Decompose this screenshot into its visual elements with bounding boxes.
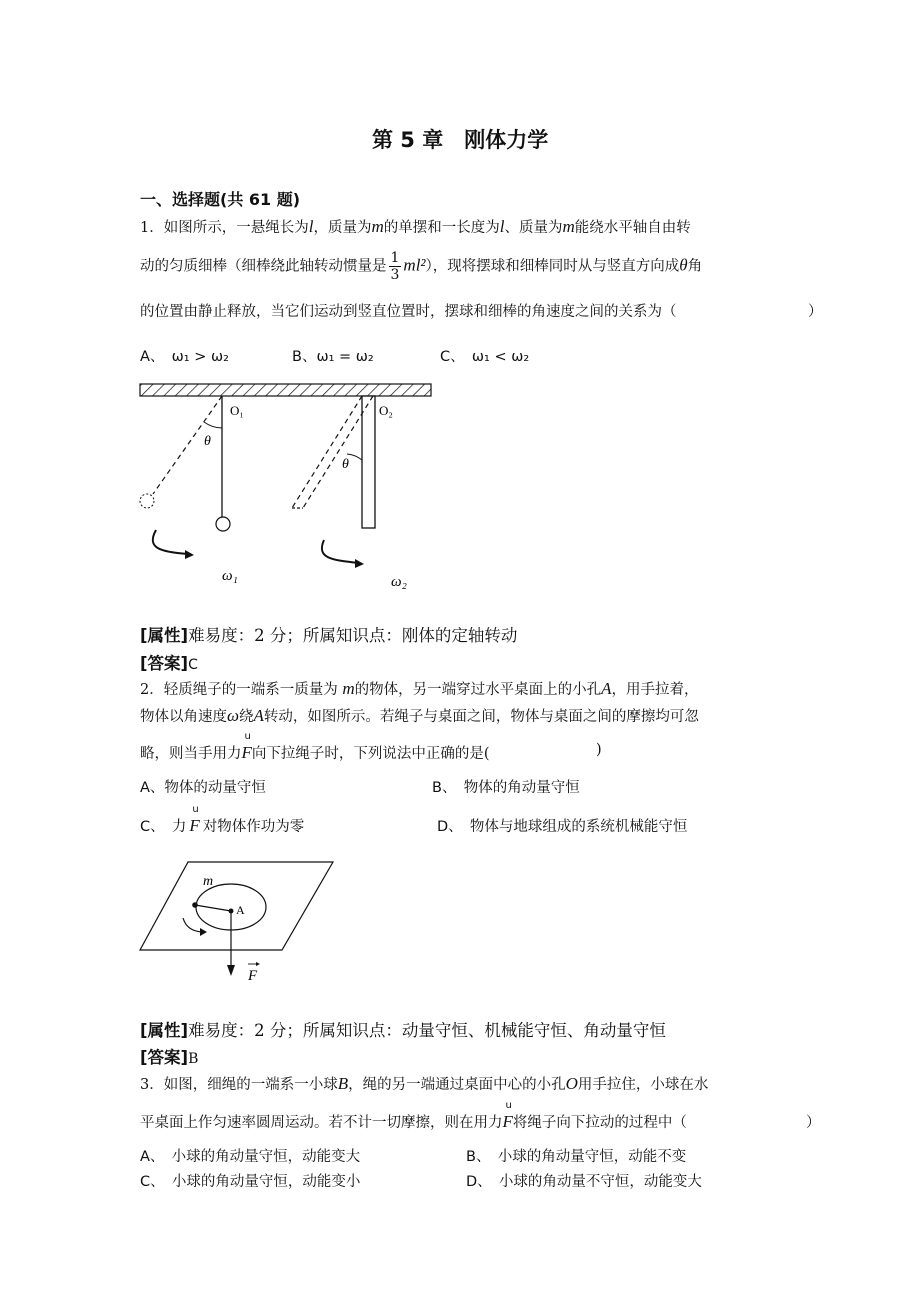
ceiling-support [140,384,431,396]
q1-answer: [答案]C [140,654,198,673]
mass-dot [192,902,198,908]
pivot-label-o1: O₁ [230,403,244,418]
q1-option-a[interactable]: A、 ω₁ > ω₂ [140,349,229,365]
q3-option-d[interactable]: D、 小球的角动量不守恒，动能变大 [466,1174,702,1190]
pivot-label-o2: O₂ [379,403,393,418]
q3-option-a[interactable]: A、 小球的角动量守恒，动能变大 [140,1149,361,1165]
q1-attributes: [属性]难易度：2 分；所属知识点：刚体的定轴转动 [140,626,518,645]
q1-option-b[interactable]: B、ω₁ = ω₂ [292,349,374,365]
rigid-rod [362,396,375,528]
q1-figure [136,378,436,596]
q1-line3: 的位置由静止释放，当它们运动到竖直位置时，摆球和细棒的角速度之间的关系为（ [140,304,677,320]
hole-label: A [236,903,245,917]
omega-label-1: ω₁ [222,568,238,584]
q3-line2: 平桌面上作匀速率圆周运动。若不计一切摩擦，则在用力 u F将绳子向下拉动的过程中（ [140,1100,687,1131]
q1-line1: 1．如图所示，一悬绳长为l，质量为m的单摆和一长度为l、质量为m能绕水平轴自由转 [140,217,691,236]
q2-option-b[interactable]: B、 物体的角动量守恒 [432,780,580,796]
pendulum-initial-position [153,396,222,494]
pendulum-bob-initial [140,494,154,508]
angle-arc-2 [347,454,362,460]
q2-line3-close: ) [596,742,602,758]
q2-option-d[interactable]: D、 物体与地球组成的系统机械能守恒 [437,819,688,835]
q2-figure [136,856,338,988]
q1-option-c[interactable]: C、 ω₁ < ω₂ [440,349,530,365]
q2-answer: [答案]B [140,1048,199,1067]
q3-line2-close: ） [806,1115,821,1131]
q1-line3-close: ） [808,304,823,320]
rotation-arrow-2 [322,540,358,563]
rotation-arrowhead-2 [355,559,364,568]
q2-attributes: [属性]难易度：2 分；所属知识点：动量守恒、机械能守恒、角动量守恒 [140,1021,666,1040]
q3-option-c[interactable]: C、 小球的角动量守恒，动能变小 [140,1174,361,1190]
force-label: F [248,968,258,984]
force-vector-head [256,962,260,966]
fraction-one-third: $\frac{1}{3}$ [390,250,400,283]
angle-label-1: θ [204,434,211,449]
q1-line2: 动的匀质细棒（细棒绕此轴转动惯量是 $\frac{1}{3}$ ml²），现将摆球和细棒同时从与竖直方向成θ角 [140,250,703,283]
rotation-arrow-1 [153,530,188,554]
mass-label: m [203,874,214,889]
q3-line1: 3．如图，细绳的一端系一小球B，绳的另一端通过桌面中心的小孔O用手拉住，小球在水 [140,1074,709,1093]
q2-option-c[interactable]: C、 力 u F 对物体作功为零 [140,804,305,835]
rotation-arrowhead-1 [185,550,194,559]
q2-option-a[interactable]: A、物体的动量守恒 [140,780,266,796]
angle-arc-1 [204,422,222,428]
rod-initial-edge-1 [292,396,362,508]
chapter-title: 第 5 章 刚体力学 [372,128,549,152]
omega-label-2: ω₂ [391,574,407,590]
pendulum-bob [216,517,230,531]
angle-label-2: θ [342,457,349,472]
q2-line3: 略，则当手用力 u F向下拉绳子时，下列说法中正确的是( [140,731,490,762]
section-title: 一、选择题(共 61 题) [140,190,301,209]
force-arrowhead [227,965,235,976]
q2-line1: 2．轻质绳子的一端系一质量为 m的物体，另一端穿过水平桌面上的小孔A，用手拉着， [140,679,699,698]
q3-option-b[interactable]: B、 小球的角动量守恒，动能不变 [466,1149,687,1165]
q2-line2: 物体以角速度ω绕A转动，如图所示。若绳子与桌面之间，物体与桌面之间的摩擦均可忽 [140,706,699,725]
